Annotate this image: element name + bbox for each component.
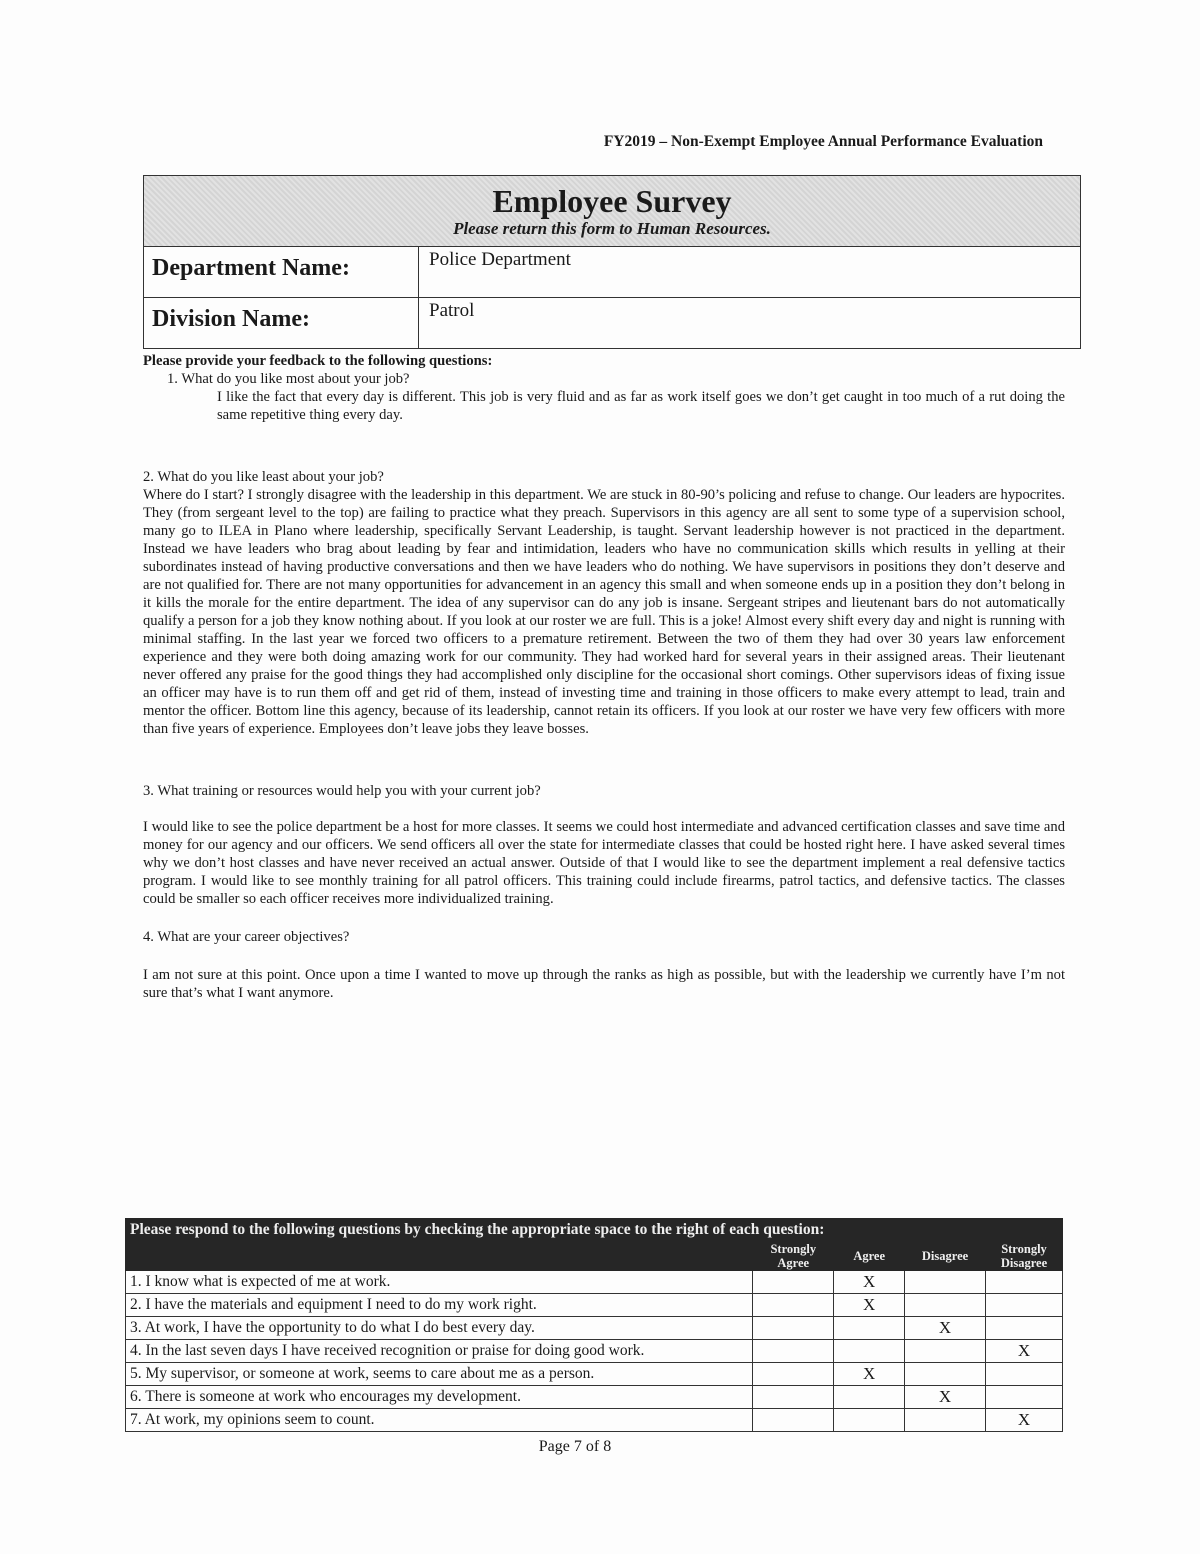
rating-row [126, 1271, 1063, 1294]
department-row [144, 247, 1080, 298]
rating-checkbox-cell[interactable] [905, 1271, 986, 1294]
rating-checked-cell[interactable]: X [986, 1409, 1063, 1432]
col-strongly-agree: Strongly Agree [753, 1242, 834, 1271]
col-agree: Agree [834, 1242, 905, 1271]
rating-row [126, 1409, 1063, 1432]
col-disagree: Disagree [905, 1242, 986, 1271]
rating-checkbox-cell[interactable] [753, 1409, 834, 1432]
rating-table [125, 1218, 1063, 1432]
feedback-section [143, 352, 1065, 1002]
rating-question: 3. At work, I have the opportunity to do what I do best every day. [126, 1317, 753, 1340]
rating-question: 7. At work, my opinions seem to count. [126, 1409, 753, 1432]
rating-checkbox-cell[interactable] [986, 1363, 1063, 1386]
rating-checkbox-cell[interactable] [753, 1363, 834, 1386]
answer-3: I would like to see the police department be a host for more classes. It seems we could host intermediate and advanced certification classes and save time and money for our agency and our officers. We send officers all over the state for intermediate classes that could be hosted right here. I have asked several times why we don’t host classes and have never received an actual answer. Outside of that I would like to see the department implement a real defensive tactics program. I would like to see monthly training for all patrol officers. This training could include firearms, patrol tactics, and defensive tactics. The classes could be smaller so each officer receives more individualized training. [143, 819, 1065, 907]
survey-header-box [143, 175, 1081, 349]
rating-checkbox-cell[interactable] [834, 1317, 905, 1340]
answer-2: Where do I start? I strongly disagree with the leadership in this department. We are stuck in 80-90’s policing and refuse to change. Our leaders are hypocrites. They (from sergeant level to the top) are failing to practice what they preach. Supervisors in this agency are all sent to some type of a supervision school, many go to ILEA in Plano where leadership, specifically Servant Leadership, is taught. Servant leadership however is not practiced in the department. Instead we have leaders who brag about leading by fear and intimidation, leaders who have no communication skills which results in yelling at their subordinates instead of having productive conversations and then we have leaders who do nothing. We have supervisors in positions they don’t deserve and are not qualified for. There are not many opportunities for advancement in an agency this small and when someone ends up in a position they don’t belong in it kills the morale for the entire department. The idea of any supervisor can do any job is insane. Sergeant stripes and lieutenant bars do not automatically qualify a person for a job they know nothing about. If you look at our roster we are full. This is a joke! Almost every shift every day and night is running with minimal staffing. In the last year we forced two officers to a premature retirement. Between the two of them they had over 30 years law enforcement experience and they were both doing amazing work for our community. They had worked hard for several years in their assigned areas. Their lieutenant never offered any praise for the good things they had accomplished only discipline for the occasional short comings. Other supervisors ideas of fixing issue an officer may have is to run them off and get rid of them, instead of investing time and training in those officers to make every attempt to lead, train and mentor the officer. Bottom line this agency, because of its leadership, cannot retain its officers. If you look at our roster we have very few officers with more than five years of experience. Employees don’t leave jobs they leave bosses. [143, 487, 1065, 737]
rating-row [126, 1386, 1063, 1409]
answer-1: I like the fact that every day is different. This job is very fluid and as far as work itself goes we don’t get caught in too much of a rut doing the same repetitive thing every day. [217, 389, 1065, 423]
rating-question: 2. I have the materials and equipment I need to do my work right. [126, 1294, 753, 1317]
rating-checkbox-cell[interactable] [834, 1409, 905, 1432]
rating-row [126, 1317, 1063, 1340]
rating-checked-cell[interactable]: X [834, 1363, 905, 1386]
question-4: 4. What are your career objectives? [143, 929, 350, 945]
rating-row [126, 1294, 1063, 1317]
rating-checked-cell[interactable]: X [905, 1386, 986, 1409]
title-band [144, 176, 1080, 247]
rating-checkbox-cell[interactable] [986, 1294, 1063, 1317]
rating-checkbox-cell[interactable] [905, 1294, 986, 1317]
rating-checked-cell[interactable]: X [834, 1271, 905, 1294]
rating-checkbox-cell[interactable] [753, 1317, 834, 1340]
rating-checked-cell[interactable]: X [986, 1340, 1063, 1363]
document-header: FY2019 – Non-Exempt Employee Annual Performance Evaluation [603, 133, 1043, 150]
rating-question: 1. I know what is expected of me at work. [126, 1271, 753, 1294]
rating-row [126, 1363, 1063, 1386]
division-value: Patrol [429, 300, 475, 321]
rating-checkbox-cell[interactable] [834, 1386, 905, 1409]
rating-checkbox-cell[interactable] [905, 1409, 986, 1432]
rating-checkbox-cell[interactable] [905, 1340, 986, 1363]
answer-4: I am not sure at this point. Once upon a time I wanted to move up through the ranks as high as possible, but with the leadership we currently have I’m not sure that’s what I want anymore. [143, 967, 1065, 1001]
rating-checkbox-cell[interactable] [753, 1386, 834, 1409]
rating-question: 5. My supervisor, or someone at work, seems to care about me as a person. [126, 1363, 753, 1386]
page-number: Page 7 of 8 [538, 1438, 612, 1455]
question-1: 1. What do you like most about your job? [167, 371, 410, 387]
rating-checkbox-cell[interactable] [986, 1317, 1063, 1340]
rating-checked-cell[interactable]: X [905, 1317, 986, 1340]
rating-checked-cell[interactable]: X [834, 1294, 905, 1317]
question-3: 3. What training or resources would help you with your current job? [143, 783, 541, 799]
rating-instruction: Please respond to the following questions by checking the appropriate space to the right of each question: [126, 1219, 1063, 1242]
rating-checkbox-cell[interactable] [753, 1294, 834, 1317]
rating-checkbox-cell[interactable] [905, 1363, 986, 1386]
survey-subtitle: Please return this form to Human Resources. [453, 219, 771, 238]
rating-checkbox-cell[interactable] [986, 1271, 1063, 1294]
rating-question: 6. There is someone at work who encourages my development. [126, 1386, 753, 1409]
department-value: Police Department [429, 249, 571, 270]
survey-title: Employee Survey [492, 183, 732, 219]
question-2: 2. What do you like least about your job? [143, 469, 384, 485]
rating-checkbox-cell[interactable] [834, 1340, 905, 1363]
blank-header [126, 1242, 753, 1271]
rating-checkbox-cell[interactable] [986, 1386, 1063, 1409]
rating-row [126, 1340, 1063, 1363]
department-label: Department Name: [144, 247, 419, 297]
division-row [144, 298, 1080, 348]
rating-checkbox-cell[interactable] [753, 1340, 834, 1363]
feedback-intro: Please provide your feedback to the following questions: [143, 353, 493, 369]
rating-question: 4. In the last seven days I have received recognition or praise for doing good work. [126, 1340, 753, 1363]
rating-checkbox-cell[interactable] [753, 1271, 834, 1294]
col-strongly-disagree: Strongly Disagree [986, 1242, 1063, 1271]
division-label: Division Name: [144, 298, 419, 348]
